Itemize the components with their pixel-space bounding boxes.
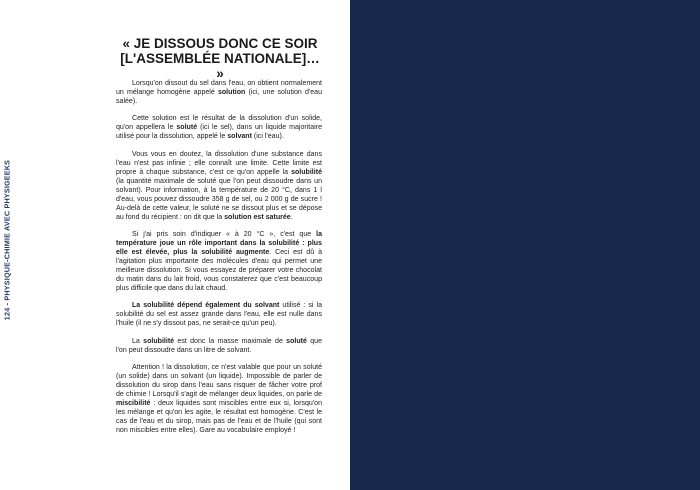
bold-term: solubilité: [291, 168, 322, 176]
text-run: .: [290, 213, 293, 221]
text-run: La: [132, 337, 144, 345]
body-paragraph: [116, 151, 322, 223]
title-line-2: [L'ASSEMBLÉE NATIONALE]… »: [120, 51, 320, 81]
body-paragraph: [116, 231, 322, 294]
text-run: Lorsqu'on dissout du sel dans l'eau, on obtient normalement un mélange homogène appelé: [116, 80, 322, 96]
text-run: . Ceci est dû à l'agitation plus importante des molécules d'eau qui permet une meilleure dissolution. Si vous essayez de préparer votre chocolat du matin dans du lait froid, vous constaterez que c'est beaucoup plus difficile que dans du lait chaud.: [116, 249, 322, 292]
title-line-1: « JE DISSOUS DONC CE SOIR: [122, 36, 318, 51]
bold-term: solution: [217, 88, 246, 96]
body-paragraph: [116, 338, 322, 356]
text-run: Si j'ai pris soin d'indiquer « à 20 °C », c'est que: [132, 231, 317, 239]
text-run: utilisé : si la solubilité du sel est assez grande dans l'eau, elle est nulle dans l'huile (il ne s'y dissout pas, ne serait-ce qu'un peu).: [116, 302, 322, 328]
text-run: que l'on peut dissoudre dans un litre de solvant.: [116, 337, 323, 354]
body-paragraph: [116, 115, 322, 142]
body-paragraph: [116, 302, 322, 329]
text-run: : deux liquides sont miscibles entre eux si, lorsqu'on les mélange et qu'on les agite, le résultat est homogène. C'est le cas de l'eau et du sirop, mais pas de l'eau et de l'huile (qui sont non miscibles entre elles). Gare au vocabulaire employé !: [116, 400, 322, 435]
left-running-head: [1, 60, 13, 420]
left-body-text: [116, 80, 322, 445]
body-paragraph: [116, 364, 322, 436]
page-title: [120, 36, 320, 81]
text-run: (la quantité maximale de soluté que l'on peut dissoudre dans un solvant). Pour information, à la température de 20 °C, dans 1 l d'eau, vous pouvez dissoudre 358 g de sel, ou 2 000 g de sucre ! Au-delà de cette valeur, le soluté ne se dissout plus et se dépose au fond du récipient : on dit que la: [116, 177, 322, 221]
text-run: Attention ! la dissolution, ce n'est valable que pour un soluté (un solide) dans un solvant (un liquide). Impossible de parler de dissolution du sirop dans l'eau sans risquer de fâcher votre prof de chimie ! Lorsqu'il s'agit de mélanger deux liquides, on parle de: [116, 364, 322, 399]
bold-term: solvant: [227, 133, 252, 141]
text-run: (ici, une solution d'eau salée).: [116, 88, 322, 105]
bold-term: la température joue un rôle important dans la solubilité : plus elle est élevée, plus la solubilité augmente: [116, 231, 322, 257]
bold-term: soluté: [286, 337, 307, 345]
text-run: est donc la masse maximale de: [174, 337, 287, 345]
left-running-head-text: 124 - PHYSIQUE-CHIMIE AVEC PHYSIGEEKS: [2, 159, 12, 321]
bold-term: solution est saturée: [224, 213, 291, 221]
bold-term: La solubilité dépend également du solvant: [132, 302, 280, 310]
bold-term: solubilité: [143, 337, 175, 345]
bold-term: soluté: [176, 124, 198, 132]
text-run: Vous vous en doutez, la dissolution d'une substance dans l'eau n'est pas infinie ; elle connaît une limite. Cette limite est propre à chaque substance, c'est ce qu'on appelle la: [116, 150, 322, 176]
body-paragraph: [116, 80, 322, 107]
right-page: [350, 0, 700, 490]
text-run: (ici le sel), dans un liquide majoritaire utilisé pour la dissolution, appelé le: [116, 124, 322, 141]
bold-term: miscibilité: [116, 400, 151, 408]
text-run: Cette solution est le résultat de la dissolution d'un solide, qu'on appellera le: [116, 115, 322, 132]
text-run: (ici l'eau).: [251, 133, 284, 141]
